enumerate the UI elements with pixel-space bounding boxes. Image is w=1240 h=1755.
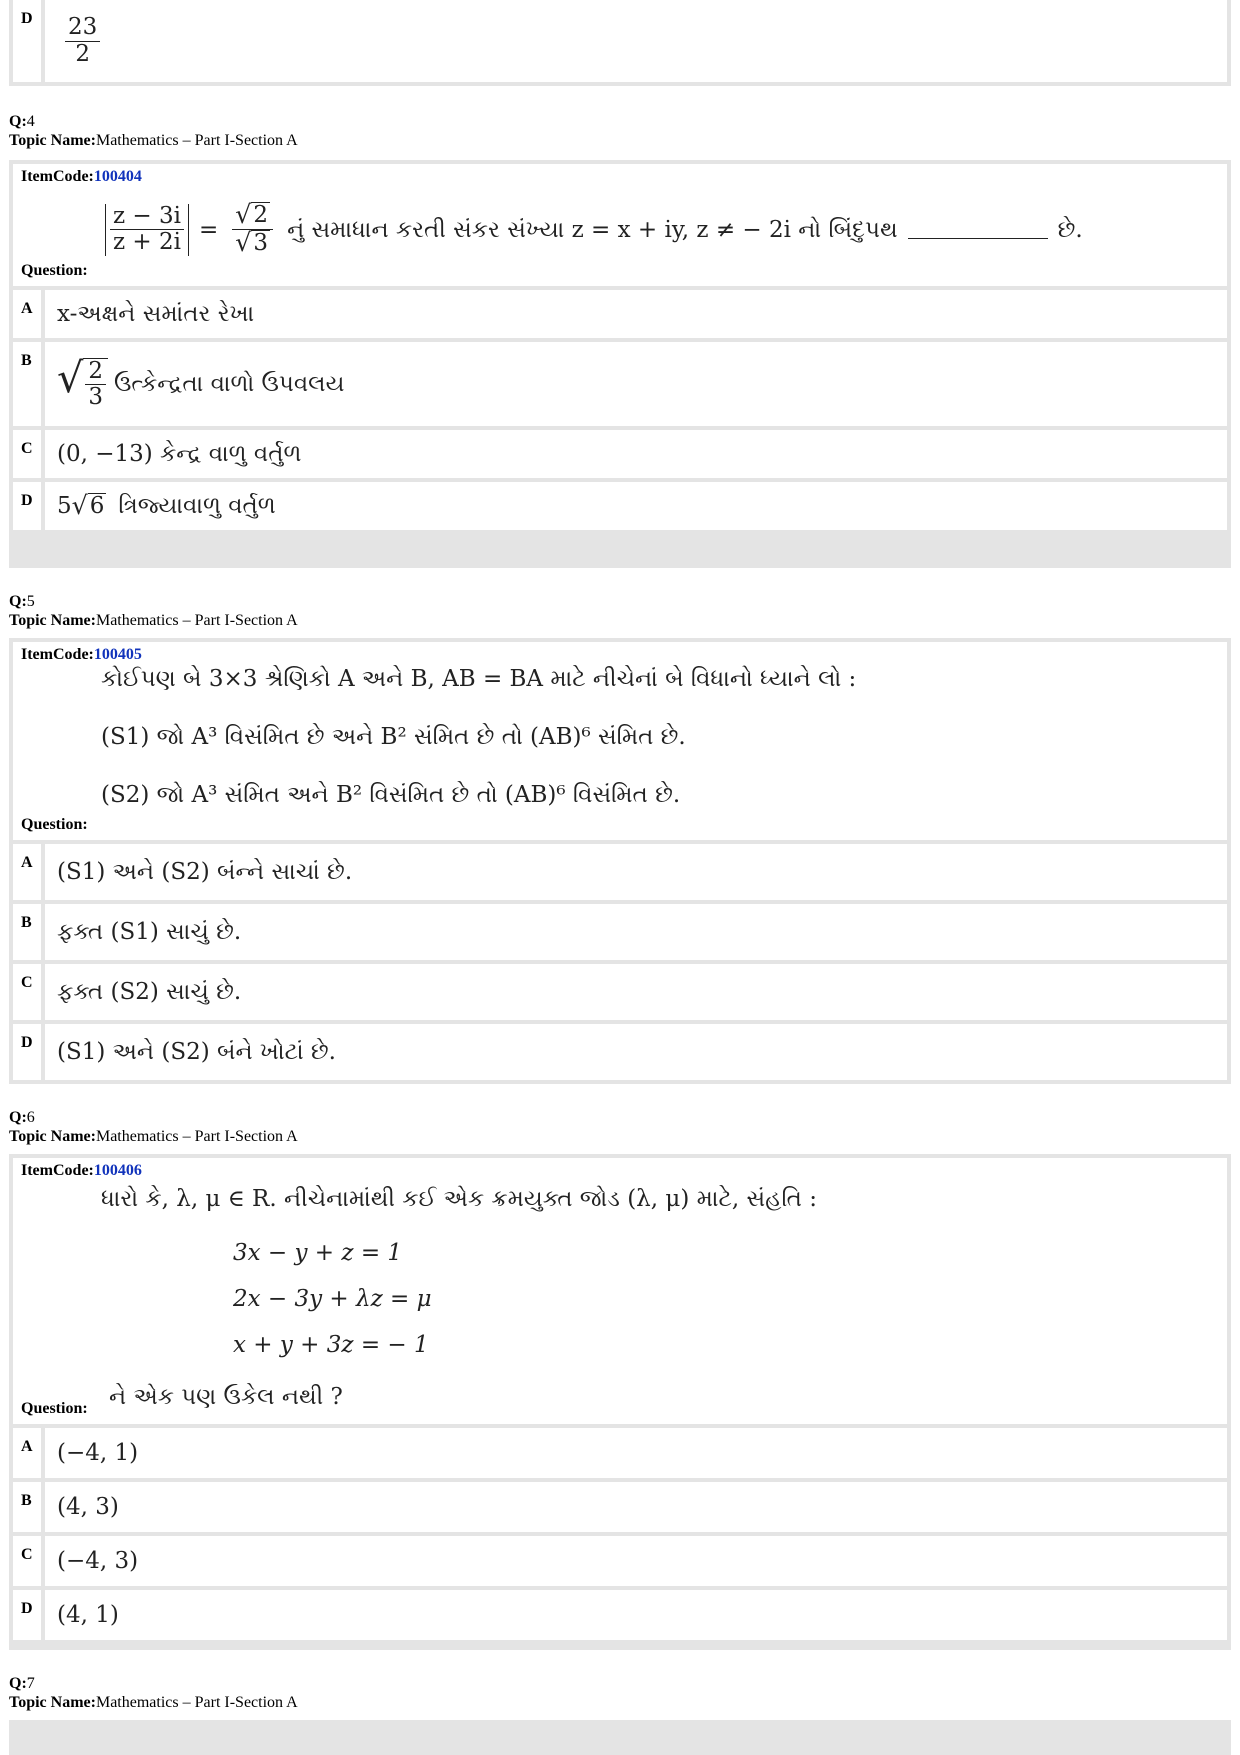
stem-line: (S1) જો A³ વિસંમિત છે અને B² સંમિત છે તો (AB)⁶ સંમિત છે. xyxy=(101,724,686,750)
option-text: (−4, 1) xyxy=(45,1428,1227,1478)
square-root: √ 6 xyxy=(71,490,105,520)
option-text: ફક્ત (S2) સાચું છે. xyxy=(45,964,1227,1020)
topic-name: Mathematics – Part I-Section A xyxy=(95,1128,298,1145)
q3-options-box xyxy=(9,0,1231,86)
option-letter: A xyxy=(13,290,41,338)
itemcode-value: 100406 xyxy=(93,1162,142,1179)
equals-sign: = xyxy=(199,216,219,243)
equation-line: 2x − 3y + λz = μ xyxy=(233,1286,432,1312)
option-letter: D xyxy=(13,1024,41,1080)
option-letter: A xyxy=(13,844,41,900)
fraction xyxy=(65,15,100,67)
option-letter: C xyxy=(13,964,41,1020)
coefficient: 5 xyxy=(57,493,72,519)
option-letter: D xyxy=(13,482,41,530)
sqrt-fraction: √ $\frac{2}{3}$ xyxy=(57,358,108,411)
option-letter: D xyxy=(13,1590,41,1640)
equation-line: x + y + 3z = − 1 xyxy=(233,1332,429,1358)
option-text: (0, −13) કેન્દ્ર વાળુ વર્તુળ xyxy=(45,430,1227,478)
fraction-denominator: 2 xyxy=(75,40,90,67)
option-row-a[interactable] xyxy=(13,844,1227,900)
question-stem xyxy=(105,202,1083,258)
topic-label: Topic Name: xyxy=(9,132,96,149)
stem-line: (S2) જો A³ સંમિત અને B² વિસંમિત છે તો (AB)⁶ વિસંમિત છે. xyxy=(101,782,681,808)
question-box-partial xyxy=(9,1720,1231,1755)
itemcode: ItemCode:100404 xyxy=(21,168,142,185)
question-header xyxy=(9,112,298,150)
option-row-b[interactable] xyxy=(13,342,1227,426)
absolute-value xyxy=(105,204,189,256)
option-text-label: ઉત્કેન્દ્રતા વાળો ઉપવલય xyxy=(114,371,345,397)
stem-tail: છે. xyxy=(1057,216,1083,243)
option-row[interactable] xyxy=(13,0,1227,82)
option-letter: B xyxy=(13,342,41,426)
option-letter: A xyxy=(13,1428,41,1478)
stem-line: કોઈપણ બે 3×3 શ્રેણિકો A અને B, AB = BA માટે નીચેનાં બે વિધાનો ધ્યાને લો : xyxy=(101,666,857,692)
answer-blank xyxy=(908,220,1048,239)
option-row-c[interactable] xyxy=(13,964,1227,1020)
topic-label: Topic Name: xyxy=(9,1694,96,1711)
option-text: ફક્ત (S1) સાચું છે. xyxy=(45,904,1227,960)
option-text: (S1) અને (S2) બંને ખોટાં છે. xyxy=(45,1024,1227,1080)
fraction-numerator: 23 xyxy=(65,15,100,41)
topic-label: Topic Name: xyxy=(9,1128,96,1145)
question-label: Question: xyxy=(21,1400,88,1417)
question-box xyxy=(9,160,1231,568)
fraction-denominator: 3 xyxy=(88,384,104,410)
option-row-c[interactable] xyxy=(13,430,1227,478)
question-label: Question: xyxy=(21,816,88,833)
option-text xyxy=(45,342,1227,426)
question-number: 6 xyxy=(26,1109,35,1126)
question-box xyxy=(9,638,1231,1084)
rhs-numerator: 2 xyxy=(253,202,269,228)
option-letter: C xyxy=(13,1536,41,1586)
fraction-numerator: 2 xyxy=(85,359,106,385)
abs-numerator: z − 3i xyxy=(110,204,184,230)
topic-name: Mathematics – Part I-Section A xyxy=(95,612,298,629)
option-text: (−4, 3) xyxy=(45,1536,1227,1586)
question-box xyxy=(9,1154,1231,1650)
option-letter: B xyxy=(13,1482,41,1532)
itemcode-value: 100405 xyxy=(93,646,142,663)
option-row-b[interactable] xyxy=(13,904,1227,960)
question-number: 5 xyxy=(26,593,35,610)
question-number: 7 xyxy=(26,1675,35,1692)
itemcode: ItemCode:100405 xyxy=(21,646,142,663)
option-text-label: ત્રિજ્યાવાળુ વર્તુળ xyxy=(118,493,276,519)
stem-line: ધારો કે, λ, μ ∈ R. નીચેનામાંથી કઈ એક ક્રમયુક્ત જોડ (λ, μ) માટે, સંહતિ : xyxy=(101,1186,817,1212)
question-header xyxy=(9,592,298,630)
abs-denominator: z + 2i xyxy=(113,229,182,256)
option-text: (4, 1) xyxy=(45,1590,1227,1640)
option-letter: B xyxy=(13,904,41,960)
option-letter: C xyxy=(13,430,41,478)
stem-line: ને એક પણ ઉકેલ નથી ? xyxy=(109,1384,343,1410)
rhs-denominator: 3 xyxy=(253,230,269,257)
q-prefix: Q: xyxy=(9,1109,27,1126)
option-letter: D xyxy=(13,0,41,82)
itemcode: ItemCode:100406 xyxy=(21,1162,142,1179)
topic-name: Mathematics – Part I-Section A xyxy=(95,1694,298,1711)
option-row-b[interactable] xyxy=(13,1482,1227,1532)
option-text: (S1) અને (S2) બંન્ને સાચાં છે. xyxy=(45,844,1227,900)
question-cell xyxy=(13,642,1227,840)
q-prefix: Q: xyxy=(9,1675,27,1692)
option-row-d[interactable] xyxy=(13,482,1227,530)
stem-text: નું સમાધાન કરતી સંકર સંખ્યા z = x + iy, z ≠ − 2i નો બિંદુપથ xyxy=(287,216,898,243)
equation-line: 3x − y + z = 1 xyxy=(233,1240,403,1266)
option-row-a[interactable] xyxy=(13,290,1227,338)
question-cell xyxy=(13,164,1227,286)
question-header xyxy=(9,1108,298,1146)
option-row-d[interactable] xyxy=(13,1024,1227,1080)
question-number: 4 xyxy=(26,113,35,130)
question-cell xyxy=(13,1158,1227,1424)
option-row-d[interactable] xyxy=(13,1590,1227,1640)
topic-name: Mathematics – Part I-Section A xyxy=(95,132,298,149)
itemcode-value: 100404 xyxy=(93,168,142,185)
option-row-a[interactable] xyxy=(13,1428,1227,1478)
option-text xyxy=(45,482,1227,530)
q-prefix: Q: xyxy=(9,593,27,610)
topic-label: Topic Name: xyxy=(9,612,96,629)
option-row-c[interactable] xyxy=(13,1536,1227,1586)
rhs-fraction: √ 2 √ 3 xyxy=(232,202,273,258)
option-text: x-અક્ષને સમાંતર રેખા xyxy=(45,290,1227,338)
option-text xyxy=(45,0,1227,82)
question-label: Question: xyxy=(21,262,88,279)
question-header xyxy=(9,1674,298,1712)
option-text: (4, 3) xyxy=(45,1482,1227,1532)
q-prefix: Q: xyxy=(9,113,27,130)
